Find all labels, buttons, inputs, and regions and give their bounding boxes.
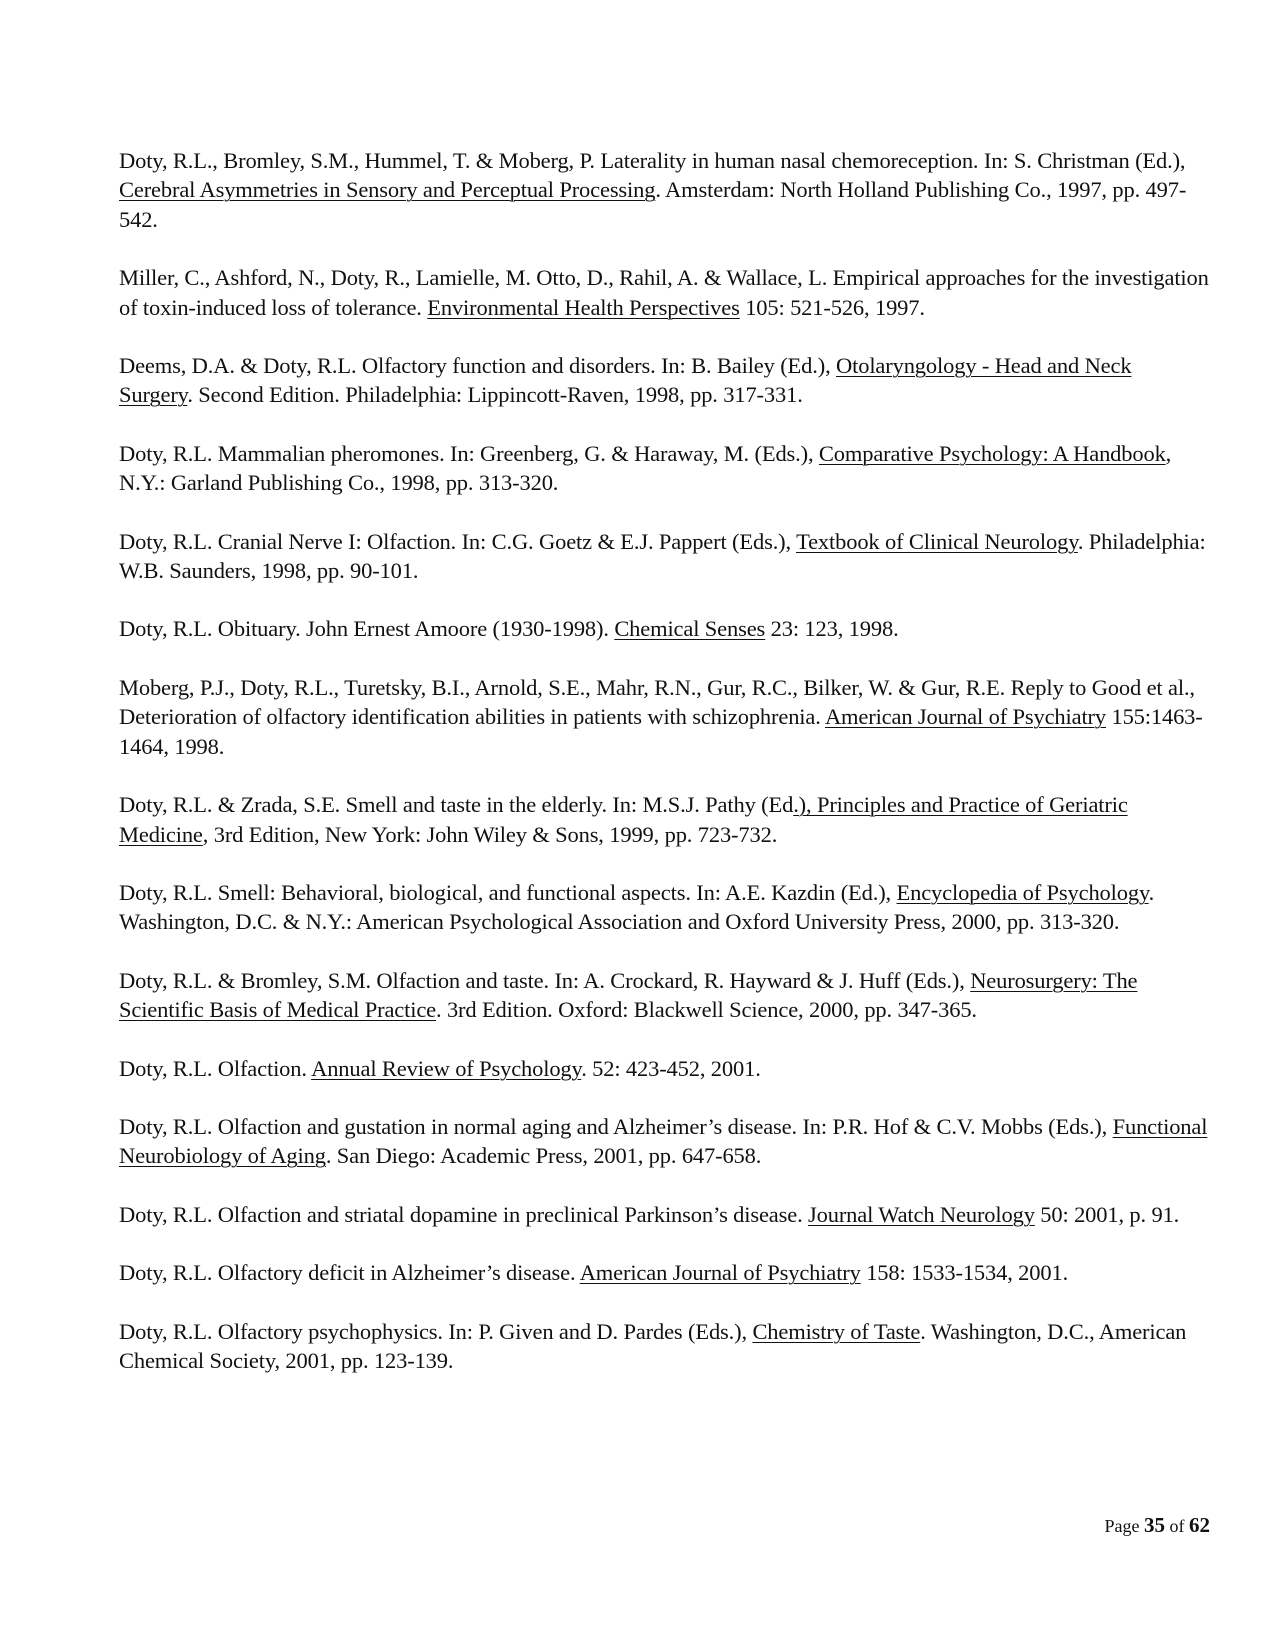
reference-entry: [119, 878, 1209, 937]
reference-text: . 3rd Edition. Oxford: Blackwell Science, 2000, pp. 347-365.: [436, 997, 977, 1023]
reference-text: Doty, R.L. Olfaction and gustation in normal aging and Alzheimer’s disease. In: P.R. Hof & C.V. Mobbs (Eds.),: [119, 1113, 1113, 1139]
reference-text: . San Diego: Academic Press, 2001, pp. 647-658.: [325, 1143, 762, 1169]
reference-text: 105: 521-526, 1997.: [739, 294, 925, 320]
reference-source-title: Chemical Senses: [614, 616, 766, 642]
reference-text: Doty, R.L. Olfaction.: [119, 1055, 312, 1081]
reference-text: Miller, C., Ashford, N., Doty, R., Lamielle, M. Otto, D., Rahil, A. & Wallace, L. Empirical approaches for the investigation of toxin-induced loss of tolerance.: [119, 265, 1209, 320]
reference-source-title: Journal Watch Neurology: [808, 1201, 1035, 1227]
reference-list: [119, 146, 1209, 1404]
reference-source-title: Functional Neurobiology of Aging: [119, 1113, 1208, 1169]
reference-entry: [119, 351, 1209, 410]
reference-text: 23: 123, 1998.: [765, 616, 899, 642]
reference-entry: [119, 966, 1209, 1025]
reference-text: Doty, R.L., Bromley, S.M., Hummel, T. & Moberg, P. Laterality in human nasal chemoreception. In: S. Christman (Ed.),: [119, 148, 1186, 173]
reference-entry: [119, 527, 1209, 586]
reference-text: , N.Y.: Garland Publishing Co., 1998, pp. 313-320.: [119, 440, 1172, 496]
page-word: Page: [1104, 1516, 1140, 1536]
reference-source-title: .), Principles and Practice of Geriatric Medicine: [119, 792, 1128, 847]
reference-text: Doty, R.L. Cranial Nerve I: Olfaction. In: C.G. Goetz & E.J. Pappert (Eds.),: [119, 528, 797, 554]
reference-text: . Amsterdam: North Holland Publishing Co., 1997, pp. 497-542.: [119, 177, 1187, 232]
reference-text: . Washington, D.C., American Chemical Society, 2001, pp. 123-139.: [119, 1318, 1187, 1373]
reference-text: Doty, R.L. & Zrada, S.E. Smell and taste in the elderly. In: M.S.J. Pathy (Ed: [119, 792, 794, 818]
reference-text: . Philadelphia: W.B. Saunders, 1998, pp. 90-101.: [119, 528, 1206, 584]
reference-entry: [119, 1112, 1209, 1171]
reference-text: , 3rd Edition, New York: John Wiley & Sons, 1999, pp. 723-732.: [202, 821, 778, 847]
reference-source-title: Encyclopedia of Psychology: [896, 879, 1149, 905]
page-footer: [1105, 1513, 1211, 1538]
page-number: 35: [1144, 1513, 1165, 1537]
reference-entry: [119, 1317, 1209, 1376]
reference-source-title: Cerebral Asymmetries in Sensory and Perceptual Processing: [119, 177, 656, 203]
reference-text: Doty, R.L. Smell: Behavioral, biological, and functional aspects. In: A.E. Kazdin (Ed.),: [119, 879, 897, 905]
reference-entry: [119, 790, 1209, 849]
reference-entry: [119, 673, 1209, 761]
reference-text: Doty, R.L. Obituary. John Ernest Amoore (1930-1998).: [119, 616, 615, 642]
reference-text: . Washington, D.C. & N.Y.: American Psychological Association and Oxford University Press, 2000, pp. 313-320.: [119, 879, 1155, 935]
total-pages: 62: [1189, 1513, 1210, 1537]
reference-text: 155:1463-1464, 1998.: [119, 704, 1203, 759]
reference-entry: [119, 263, 1209, 322]
reference-text: Doty, R.L. Olfactory psychophysics. In: P. Given and D. Pardes (Eds.),: [119, 1318, 753, 1344]
reference-text: Doty, R.L. Olfaction and striatal dopamine in preclinical Parkinson’s disease.: [119, 1201, 809, 1227]
reference-text: Moberg, P.J., Doty, R.L., Turetsky, B.I., Arnold, S.E., Mahr, R.N., Gur, R.C., Bilker, W. & Gur, R.E. Reply to Good et al., Deterioration of olfactory identification abilities in patients with schizophrenia.: [119, 674, 1195, 730]
reference-source-title: Environmental Health Perspectives: [427, 294, 740, 320]
of-word: of: [1169, 1516, 1185, 1536]
reference-text: . 52: 423-452, 2001.: [581, 1055, 761, 1081]
reference-text: . Second Edition. Philadelphia: Lippincott-Raven, 1998, pp. 317-331.: [187, 382, 803, 408]
reference-source-title: American Journal of Psychiatry: [579, 1260, 861, 1286]
reference-entry: [119, 1200, 1209, 1229]
reference-entry: [119, 146, 1209, 234]
reference-source-title: American Journal of Psychiatry: [824, 704, 1106, 730]
reference-entry: [119, 614, 1209, 643]
reference-text: Doty, R.L. Mammalian pheromones. In: Greenberg, G. & Haraway, M. (Eds.),: [119, 440, 819, 466]
reference-source-title: Chemistry of Taste: [752, 1318, 921, 1344]
reference-source-title: Otolaryngology - Head and Neck Surgery: [119, 353, 1132, 408]
reference-entry: [119, 439, 1209, 498]
reference-source-title: Comparative Psychology: A Handbook: [818, 440, 1166, 466]
reference-text: Deems, D.A. & Doty, R.L. Olfactory function and disorders. In: B. Bailey (Ed.),: [119, 353, 837, 379]
reference-source-title: Neurosurgery: The Scientific Basis of Medical Practice: [119, 967, 1138, 1023]
reference-source-title: Textbook of Clinical Neurology: [796, 528, 1078, 554]
reference-text: 50: 2001, p. 91.: [1034, 1201, 1180, 1227]
reference-text: Doty, R.L. Olfactory deficit in Alzheimer’s disease.: [119, 1260, 580, 1286]
reference-source-title: Annual Review of Psychology: [311, 1055, 582, 1081]
reference-entry: [119, 1258, 1209, 1287]
reference-text: 158: 1533-1534, 2001.: [860, 1260, 1069, 1286]
reference-entry: [119, 1054, 1209, 1083]
reference-text: Doty, R.L. & Bromley, S.M. Olfaction and taste. In: A. Crockard, R. Hayward & J. Huff (Eds.),: [119, 967, 971, 993]
